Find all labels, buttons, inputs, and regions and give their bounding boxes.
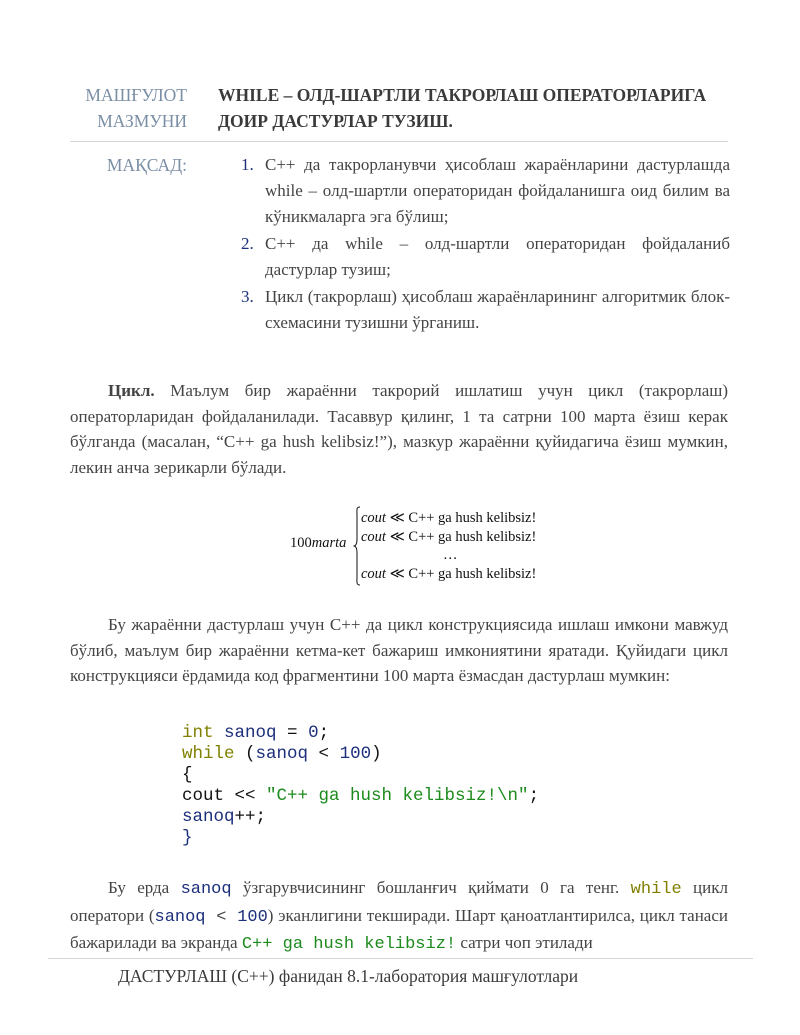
code-token: cout << [182,786,267,806]
loop-intro-paragraph: Бу жараённи дастурлаш учун C++ да цикл конструкциясида ишлаш имкони мавжуд бўлиб, маълум бир жараённи кетма-кет бажариш имкониятини яратади. Қуйидаги цикл конструкцияси ёрдамида код фрагментини 100 марта ёзмасдан дастурлаш мумкин: [70,615,728,685]
formula-count: 100 [290,535,312,551]
code-line: { [182,765,193,785]
formula-message: C++ ga hush kelibsiz! [408,528,537,545]
goal-item-text: C++ да while – олд-шартли операторидан фойдаланиб дастурлар тузиш; [265,234,730,279]
label-line-2: МАЗМУНИ [97,111,187,131]
goal-item-text: C++ да такрорланувчи ҳисоблаш жараёнларини дастурлашда while – олд-шартли операторидан фойдаланишга оид билим ва кўникмаларга эга бўлиш; [265,155,730,226]
goal-item [236,231,730,283]
formula-line [361,528,536,547]
page-footer: ДАСТУРЛАШ (C++) фанидан 8.1-лаборатория машғулотлари [118,966,579,986]
code-string: "C++ ga hush kelibsiz!\n" [266,786,529,806]
goal-list [236,152,730,337]
inline-code-variable: sanoq [180,880,232,899]
cout-word: cout [361,510,386,526]
formula-brace [353,506,361,586]
formula-count-label [290,535,346,552]
repeat-formula [290,506,570,586]
label-line-1: МАШҒУЛОТ [85,85,187,105]
inline-code-number: 100 [237,907,268,927]
code-token: ; [528,786,540,806]
goal-item-number: 1. [241,155,254,174]
code-line [182,744,539,765]
cycle-text: Маълум бир жараённи такрорий ишлатиш учун цикл (такрорлаш) операторларидан фойдаланилади. Тасаввур қилинг, 1 та сатрни 100 марта ёзиш керак бўлганда (масалан, “C++ ga hush kelibsiz!”), мазкур жараённи қуйидагича ёзиш мумкин, лекин анча зерикарли бўлади. [70,381,728,477]
header-divider [70,141,728,142]
title-line-1: WHILE – ОЛД-ШАРТЛИ ТАКРОРЛАШ ОПЕРАТОРЛАРИГА [218,85,707,105]
text-run: цикл оператори ( [70,878,728,925]
goal-item-number: 2. [241,234,254,253]
lesson-content-label [60,82,187,134]
code-token: ( [234,744,256,764]
title-line-2: ДОИР ДАСТУРЛАР ТУЗИШ. [218,111,453,131]
cout-word: cout [361,528,386,545]
lesson-title [218,82,730,134]
goal-label: МАҚСАД: [106,155,187,175]
code-number: 100 [339,744,372,764]
text-run: Бу ерда [108,878,181,897]
formula-message: C++ ga hush kelibsiz! [408,565,537,582]
code-variable: sanoq [182,807,235,827]
code-block [182,723,539,849]
text-run: сатри чоп этилади [456,933,593,952]
code-token: ++; [234,807,267,827]
formula-unit: marta [311,535,347,551]
code-token: = [276,723,309,743]
cycle-paragraph [70,378,728,480]
text-run: ) эканлигини текширади. Шарт қаноатлантирилса, цикл танаси бажарилади ва экранда [70,905,728,952]
stream-operator: ≪ [389,565,405,582]
goal-item [236,284,730,336]
code-token: ) [371,744,382,764]
code-token: ; [318,723,330,743]
inline-code-token: < [205,907,238,927]
code-keyword: while [182,744,235,764]
formula-line [361,509,536,528]
explanation-paragraph [70,875,728,958]
cycle-term: Цикл. [108,381,155,400]
formula-ellipsis: … [443,547,458,563]
code-line [182,807,539,828]
formula-lines [361,509,536,583]
text-run: ўзгарувчисининг бошланғич қиймати 0 га тенг. [231,878,631,897]
goal-item-number: 3. [241,287,254,306]
cout-word: cout [361,565,386,582]
code-variable: sanoq [224,723,277,743]
stream-operator: ≪ [389,510,405,526]
inline-code-keyword: while [630,880,682,899]
code-token: < [308,744,340,764]
code-line [182,723,539,744]
code-variable: sanoq [255,744,309,764]
code-line: } [182,828,193,848]
goal-item [236,152,730,230]
formula-line [361,565,536,584]
inline-code-string: C++ ga hush kelibsiz! [241,935,457,954]
footer-divider [48,958,753,959]
code-number: 0 [308,723,319,743]
code-keyword: int [182,723,214,743]
inline-code-variable: sanoq [154,907,206,927]
goal-item-text: Цикл (такрорлаш) ҳисоблаш жараёнларининг алгоритмик блок-схемасини тузишни ўрганиш. [265,287,730,332]
formula-message: C++ ga hush kelibsiz! [408,510,537,526]
code-line [182,786,539,807]
stream-operator: ≪ [389,528,405,545]
